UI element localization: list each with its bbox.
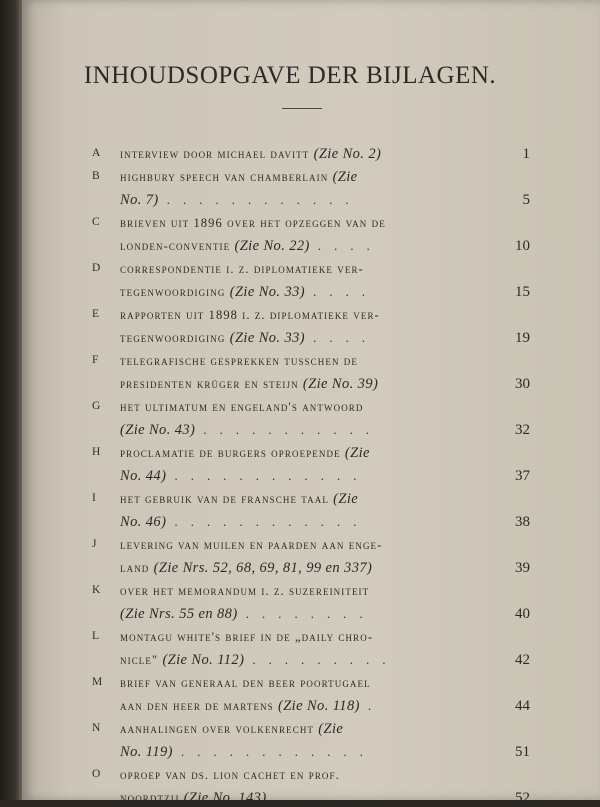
entry-page-number: 52: [515, 790, 530, 806]
entry-title-text: proclamatie de burgers oproepende: [120, 446, 345, 460]
entry-reference: (Zie No. 118): [277, 698, 360, 714]
entry-title-text: land: [120, 561, 154, 575]
entry-page-number: 32: [515, 422, 530, 438]
entry-page-number: 15: [515, 284, 530, 300]
entry-title-text: over het memorandum i. z. suzereiniteit: [120, 584, 370, 598]
entry-title-text: rapporten uit 1898 i. z. diplomatieke ver-: [120, 308, 380, 322]
entry-reference: (Zie: [344, 445, 370, 461]
entry-line: [120, 537, 485, 553]
leader-dots: . . . . . . . . . . . .: [166, 515, 362, 529]
entry-reference: No. 119): [120, 744, 173, 760]
entry-line: [120, 261, 485, 277]
entry-line: [120, 307, 485, 323]
entry-title-text: noordtzij: [120, 791, 184, 805]
entry-reference: (Zie Nrs. 52, 68, 69, 81, 99 en 337): [153, 560, 373, 576]
entry-title-text: tegenwoordiging: [120, 331, 230, 345]
entry-line: [120, 192, 485, 208]
entry-line: [120, 284, 485, 300]
entry-line: [120, 491, 485, 507]
entry-line: [120, 238, 485, 254]
entry-title-text: telegrafische gesprekken tusschen de: [120, 354, 358, 368]
entry-letter: N: [92, 722, 101, 734]
entry-line: [120, 721, 485, 737]
entry-line: [120, 790, 485, 806]
leader-dots: . . . . . . . . .: [244, 653, 391, 667]
entry-letter: G: [92, 400, 101, 412]
entry-title-text: tegenwoordiging: [120, 285, 230, 299]
entry-reference: (Zie: [318, 721, 344, 737]
entry-reference: (Zie No. 112): [162, 652, 245, 668]
entry-reference: (Zie No. 2): [313, 146, 382, 162]
entry-page-number: 44: [515, 698, 530, 714]
entry-letter: F: [92, 354, 99, 366]
entry-title-text: correspondentie i. z. diplomatieke ver-: [120, 262, 364, 276]
entry-line: [120, 767, 485, 783]
entry-page-number: 39: [515, 560, 530, 576]
entry-page-number: 38: [515, 514, 530, 530]
entry-reference: (Zie No. 143): [183, 790, 267, 806]
entry-reference: No. 7): [120, 192, 159, 208]
entry-title-text: interview door michael davitt: [120, 147, 314, 161]
entry-title-text: nicle": [120, 653, 163, 667]
leader-dots: . . . .: [309, 239, 375, 253]
entry-page-number: 40: [515, 606, 530, 622]
entry-letter: H: [92, 446, 101, 458]
entry-line: [120, 376, 485, 392]
entry-reference: (Zie Nrs. 55 en 88): [120, 606, 238, 622]
entry-line: [120, 698, 485, 714]
entry-line: [120, 652, 485, 668]
entry-reference: (Zie No. 33): [229, 330, 306, 346]
entry-line: [120, 330, 485, 346]
entry-page-number: 10: [515, 238, 530, 254]
entry-letter: O: [92, 768, 101, 780]
leader-dots: . . . .: [305, 331, 371, 345]
leader-dots: . . . . . . . . . . .: [195, 423, 375, 437]
entry-reference: (Zie No. 39): [302, 376, 379, 392]
entry-page-number: 51: [515, 744, 530, 760]
entry-line: [120, 399, 485, 415]
entry-line: [120, 606, 485, 622]
entry-reference: No. 44): [120, 468, 167, 484]
entry-title-text: montagu white's brief in de „daily chro-: [120, 630, 374, 644]
entry-letter: C: [92, 216, 100, 228]
entry-line: [120, 744, 485, 760]
entry-letter: I: [92, 492, 96, 504]
entry-reference: (Zie No. 43): [120, 422, 196, 438]
entry-page-number: 30: [515, 376, 530, 392]
entry-letter: K: [92, 584, 101, 596]
entry-title-text: brieven uit 1896 over het opzeggen van de: [120, 216, 386, 230]
leader-dots: . . . . . . . . . . . .: [158, 193, 354, 207]
entry-page-number: 42: [515, 652, 530, 668]
entry-reference: (Zie: [332, 169, 358, 185]
entry-line: [120, 514, 485, 530]
entry-letter: B: [92, 170, 100, 182]
entry-letter: J: [92, 538, 97, 550]
entry-letter: E: [92, 308, 100, 320]
entry-title-text: levering van muilen en paarden aan enge-: [120, 538, 383, 552]
entry-page-number: 37: [515, 468, 530, 484]
entry-letter: M: [92, 676, 103, 688]
entry-title-text: het gebruik van de fransche taal: [120, 492, 334, 506]
entry-line: [120, 169, 485, 185]
entry-title-text: presidenten krüger en steijn: [120, 377, 303, 391]
leader-dots: . . . . . . . . . . . .: [166, 469, 362, 483]
leader-dots: . . . .: [305, 285, 371, 299]
entry-title-text: aanhalingen over volkenrecht: [120, 722, 319, 736]
entry-line: [120, 215, 485, 231]
entry-line: [120, 445, 485, 461]
entry-page-number: 19: [515, 330, 530, 346]
entry-title-text: het ultimatum en engeland's antwoord: [120, 400, 364, 414]
entry-title-text: highbury speech van chamberlain: [120, 170, 333, 184]
entry-title-text: oproep van ds. lion cachet en prof.: [120, 768, 340, 782]
entry-reference: No. 46): [120, 514, 167, 530]
entry-title-text: aan den heer de martens: [120, 699, 278, 713]
entry-letter: A: [92, 147, 101, 159]
leader-dots: . . . . . . .: [266, 791, 381, 805]
entry-line: [120, 146, 485, 162]
entry-page-number: 5: [522, 192, 530, 208]
entry-line: [120, 422, 485, 438]
entry-line: [120, 468, 485, 484]
leader-dots: . . . . . . . . . . . .: [172, 745, 368, 759]
entry-letter: L: [92, 630, 100, 642]
entry-line: [120, 629, 485, 645]
entry-line: [120, 560, 485, 576]
entry-letter: D: [92, 262, 101, 274]
entry-reference: (Zie: [333, 491, 359, 507]
leader-dots: .: [359, 699, 377, 713]
entry-reference: (Zie No. 22): [234, 238, 310, 254]
entry-line: [120, 353, 485, 369]
leader-dots: . . . . . . . .: [237, 607, 368, 621]
entry-line: [120, 675, 485, 691]
page-title: INHOUDSOPGAVE DER BIJLAGEN.: [83, 62, 497, 89]
entry-line: [120, 583, 485, 599]
entry-page-number: 1: [522, 146, 530, 162]
entry-title-text: brief van generaal den beer poortugael: [120, 676, 371, 690]
entry-title-text: londen-conventie: [120, 239, 235, 253]
entry-reference: (Zie No. 33): [229, 284, 306, 300]
